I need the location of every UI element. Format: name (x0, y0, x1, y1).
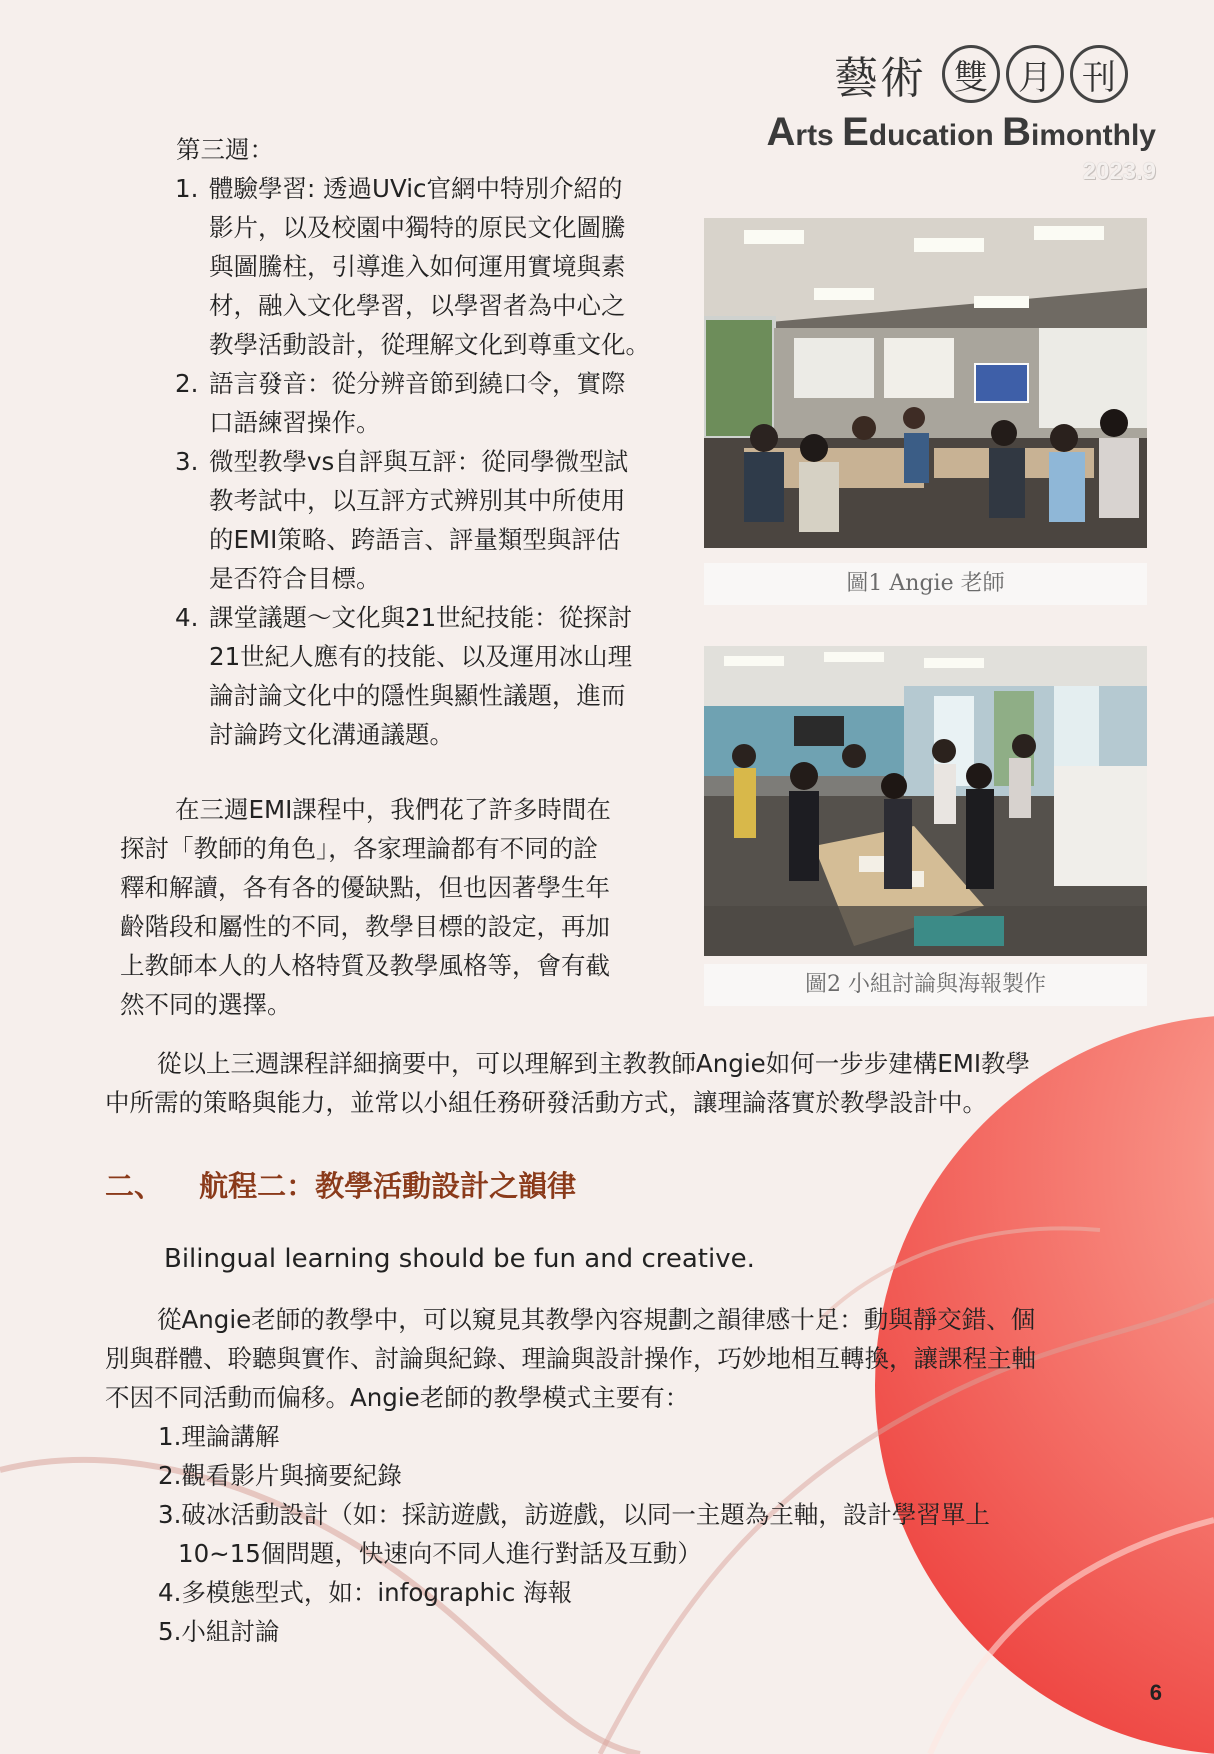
masthead-logo (834, 42, 1128, 106)
masthead-english-title: Arts Education Bimonthly (766, 110, 1156, 154)
section-heading (105, 1164, 576, 1205)
figure-1-caption: 圖1 Angie 老師 (704, 563, 1147, 605)
figure-2-photo (704, 646, 1147, 956)
list-item: 3.破冰活動設計（如：採訪遊戲，訪遊戲，以同一主題為主軸，設計學習單上 (158, 1500, 990, 1529)
list-item: 4. 課堂議題～文化與21世紀技能：從探討 21世紀人應有的技能、以及運用冰山理 論討論文化中的隱性與顯性議題，進而 討論跨文化溝通議題。 (175, 603, 633, 749)
list-item: 10~15個問題，快速向不同人進行對話及互動） (178, 1539, 702, 1568)
circled-char: 雙 (942, 45, 1000, 103)
teacher-role-paragraph: 在三週EMI課程中，我們花了許多時間在 探討「教師的角色」，各家理論都有不同的詮 釋和解讀，各有各的優缺點，但也因著學生年 齡階段和屬性的不同，教學目標的設定，再加 上教師本人的人格特質及教學風格等，會有截 然不同的選擇。 (120, 795, 611, 1019)
list-item: 4.多模態型式，如：infographic 海報 (158, 1578, 573, 1607)
week3-list (120, 169, 700, 754)
teaching-rhythm-paragraph: 從Angie老師的教學中，可以窺見其教學內容規劃之韻律感十足：動與靜交錯、個 別與群體、聆聽與實作、討論與紀錄、理論與設計操作，巧妙地相互轉換，讓課程主軸 不因不同活動而偏移。Angie老師的教學模式主要有： (105, 1305, 1036, 1412)
list-item: 5.小組討論 (158, 1617, 280, 1646)
masthead-char: 藝 (834, 53, 880, 104)
figure-1-photo (704, 218, 1147, 548)
summary-paragraph: 從以上三週課程詳細摘要中，可以理解到主教教師Angie如何一步步建構EMI教學 中所需的策略與能力，並常以小組任務研發活動方式，讓理論落實於教學設計中。 (105, 1049, 1031, 1117)
figure-2-caption: 圖2 小組討論與海報製作 (704, 964, 1147, 1006)
section-title: 航程二：教學活動設計之韻律 (199, 1169, 577, 1203)
circled-char: 刊 (1070, 45, 1128, 103)
circled-char: 月 (1006, 45, 1064, 103)
list-item: 2. 語言發音：從分辨音節到繞口令，實際 口語練習操作。 (175, 369, 626, 437)
section-number: 二、 (105, 1169, 164, 1203)
week3-title: 第三週： (176, 135, 274, 164)
list-item: 2.觀看影片與摘要紀錄 (158, 1461, 402, 1490)
page-number: 6 (1149, 1680, 1162, 1705)
teaching-modes-list (158, 1417, 1118, 1651)
week3-section (120, 130, 700, 754)
masthead-char: 術 (880, 53, 926, 104)
list-item: 1. 體驗學習: 透過UVic官網中特別介紹的 影片，以及校園中獨特的原民文化圖騰 與圖騰柱，引導進入如何運用實境與素 材，融入文化學習，以學習者為中心之 教學活動設計，從理解文化到尊重文化。 (175, 174, 650, 359)
issue-date: 2023.9 (1082, 158, 1156, 185)
list-item: 1.理論講解 (158, 1422, 280, 1451)
list-item: 3. 微型教學vs自評與互評：從同學微型試 教考試中，以互評方式辨別其中所使用 的EMI策略、跨語言、評量類型與評估 是否符合目標。 (175, 447, 629, 593)
tagline: Bilingual learning should be fun and creative. (164, 1244, 755, 1274)
